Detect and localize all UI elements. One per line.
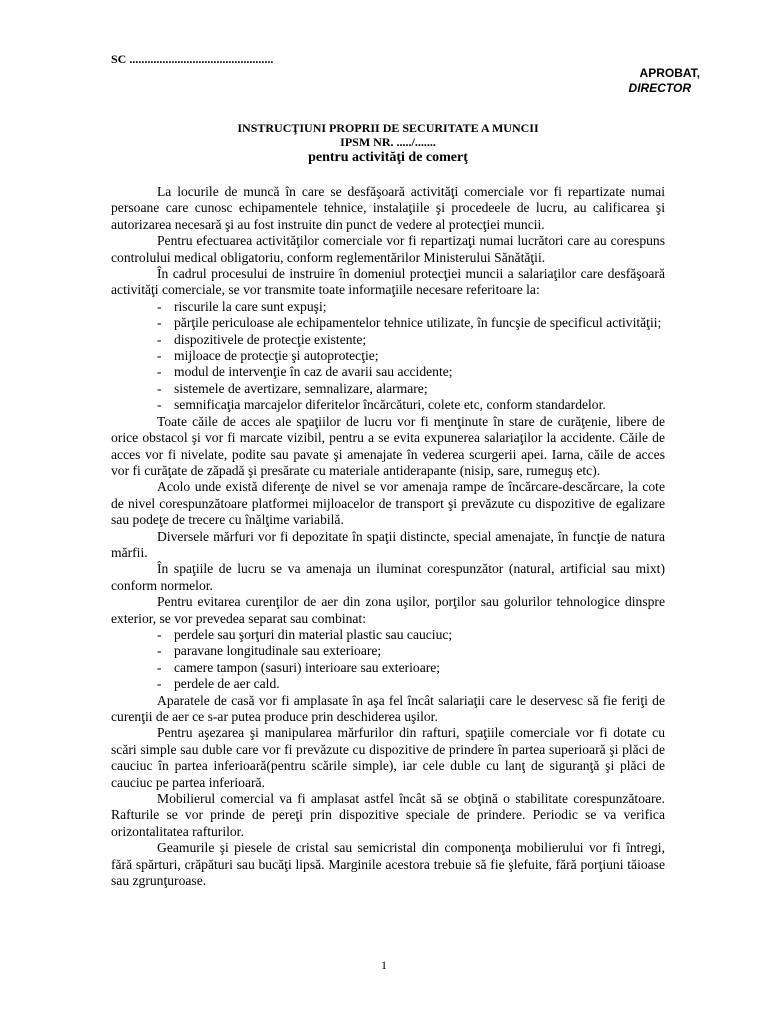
- list-dash: -: [157, 380, 162, 396]
- list-item-text: perdele sau şorţuri din material plastic sau cauciuc;: [174, 626, 453, 642]
- list-item: [111, 348, 665, 364]
- list-dash: -: [157, 659, 162, 675]
- list-item: [111, 627, 665, 643]
- paragraph: Pentru aşezarea şi manipularea mărfurilor din rafturi, spaţiile comerciale vor fi dotate cu scări simple sau duble care vor fi prevăzute cu dispozitive de prindere în partea superioară şi plăci de cauciuc în partea inferioară(pentru scările simple), iar cele duble cu lanţ de siguranţă şi plăci de cauciuc pe partea inferioară.: [111, 725, 665, 790]
- list-dash: -: [157, 626, 162, 642]
- list-item-text: camere tampon (sasuri) interioare sau exterioare;: [174, 659, 441, 675]
- paragraph: Acolo unde există diferenţe de nivel se vor amenaja rampe de încărcare-descărcare, la cote de nivel corespunzătoare platformei mijloacelor de transport şi prevăzute cu dispozitive de egalizare sau podeţe de trecere cu înălţime variabilă.: [111, 479, 665, 528]
- paragraph: În spaţiile de lucru se va amenaja un iluminat corespunzător (natural, artificial sau mixt) conform normelor.: [111, 561, 665, 593]
- document-title: [111, 121, 665, 166]
- list-item-text: sistemele de avertizare, semnalizare, alarmare;: [174, 380, 428, 396]
- list-dash: -: [157, 643, 162, 659]
- paragraph: Diversele mărfuri vor fi depozitate în spaţii distincte, special amenajate, în funcţie de natura mărfii.: [111, 528, 665, 560]
- paragraph: Aparatele de casă vor fi amplasate în aşa fel încât salariaţii care le deservesc să fie feriţi de curenţii de aer ce s-ar putea produce prin deschiderea uşilor.: [111, 692, 665, 724]
- list-item: [111, 364, 665, 380]
- list-item: [111, 315, 665, 331]
- list-dash: -: [157, 298, 162, 314]
- list-item-text: perdele de aer cald.: [174, 676, 280, 692]
- list-item-text: modul de intervenţie în caz de avarii sau accidente;: [174, 364, 453, 380]
- list-item: [111, 397, 665, 413]
- list-dash: -: [157, 331, 162, 347]
- page-number: 1: [381, 958, 387, 972]
- list-item: [111, 676, 665, 692]
- paragraph: Pentru evitarea curenţilor de aer din zona uşilor, porţilor sau golurilor tehnologice dinspre exterior, se vor prevedea separat sau combinat:: [111, 594, 665, 626]
- document-body: [111, 184, 665, 889]
- title-line-2: IPSM NR. ...../.......: [340, 135, 436, 149]
- list-item-text: paravane longitudinale sau exterioare;: [174, 643, 382, 659]
- paragraph: Toate căile de acces ale spaţiilor de lucru vor fi menţinute în stare de curăţenie, libere de orice obstacol şi vor fi marcate vizibil, pentru a se evita expunerea salariaţilor la accidente. Căile de acces vor fi nivelate, podite sau pavate şi amenajate în vederea scurgerii apei. Iarna, căile de acces vor fi curăţate de zăpadă şi presărate cu materiale antiderapante (nisip, sare, rumeguş etc).: [111, 413, 665, 478]
- paragraph: Mobilierul comercial va fi amplasat astfel încât să se obţină o stabilitate corespunzătoare. Rafturile se vor prinde de pereţi prin dispozitive speciale de prindere. Periodic se va verifica orizontalitatea rafturilor.: [111, 791, 665, 839]
- paragraph: În cadrul procesului de instruire în domeniul protecţiei muncii a salariaţilor care desfăşoară activităţi comerciale, se vor transmite toate informaţiile necesare referitoare la:: [111, 266, 665, 298]
- list-item: [111, 332, 665, 348]
- list-item-text: dispozitivele de protecţie existente;: [174, 331, 367, 347]
- paragraph: Pentru efectuarea activităţilor comerciale vor fi repartizaţi numai lucrători care au corespuns controlului medical obligatoriu, conform reglementărilor Ministerului Sănătăţii.: [111, 233, 665, 265]
- list-item: [111, 381, 665, 397]
- list-dash: -: [157, 397, 162, 413]
- company-line: SC ................................................: [111, 52, 274, 66]
- list-item: [111, 299, 665, 315]
- paragraph: Geamurile şi piesele de cristal sau semicristal din componenţa mobilierului vor fi întregi, fără spărturi, crăpături sau bucăţi lipsă. Marginile acestora trebuie să fie şlefuite, fără porţiuni tăioase sau zgrunţuroase.: [111, 840, 665, 889]
- title-line-3: pentru activităţi de comerţ: [308, 150, 468, 165]
- title-line-1: INSTRUCŢIUNI PROPRII DE SECURITATE A MUNCII: [237, 121, 539, 135]
- approved-label: APROBAT,: [639, 66, 700, 80]
- approval-block: [629, 66, 700, 96]
- list-item: [111, 660, 665, 676]
- list-item-text: mijloace de protecţie şi autoprotecţie;: [174, 348, 379, 364]
- list-item-text: părţile periculoase ale echipamentelor tehnice utilizate, în funcşie de specificul activităţii;: [174, 315, 662, 331]
- paragraph: La locurile de muncă în care se desfăşoară activităţi comerciale vor fi repartizate numai persoane care cunosc echipamentele tehnice, instalaţiile şi procedeele de lucru, au calificarea şi autorizarea necesară şi au fost instruite din punct de vedere al protecţiei muncii.: [111, 184, 665, 232]
- list-item-text: riscurile la care sunt expuşi;: [174, 298, 327, 314]
- list-item: [111, 643, 665, 659]
- list-dash: -: [157, 676, 162, 692]
- list-dash: -: [157, 364, 162, 380]
- director-label: DIRECTOR: [628, 81, 691, 95]
- list-dash: -: [157, 348, 162, 364]
- list-dash: -: [157, 315, 162, 331]
- list-item-text: semnificaţia marcajelor diferitelor încărcături, colete etc, conform standardelor.: [174, 397, 606, 413]
